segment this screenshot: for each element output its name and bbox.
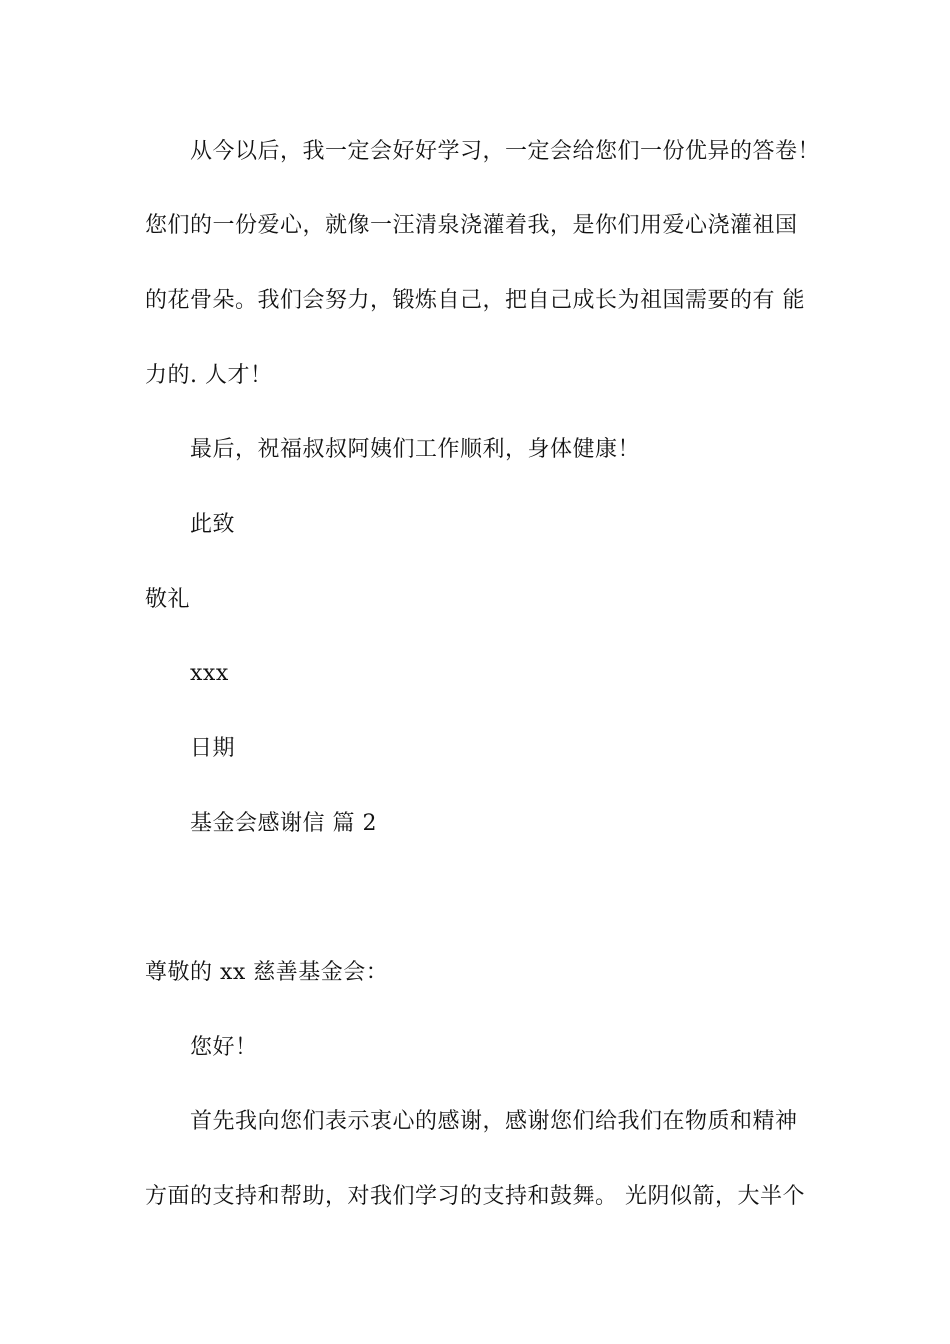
signature-name: xxx [190,661,229,686]
signature-date: 日期 [190,736,236,761]
paragraph-line: 力的. 人才！ [145,363,273,388]
salutation-ci-zhi: 此致 [190,512,236,537]
paragraph-line: 您们的一份爱心，就像一汪清泉浇灌着我，是你们用爱心浇灌祖国 [145,213,798,238]
paragraph-line: 方面的支持和帮助，对我们学习的支持和鼓舞。 光阴似箭，大半个 [145,1184,805,1209]
letter-hello: 您好！ [190,1035,258,1060]
closing-wish: 最后，祝福叔叔阿姨们工作顺利，身体健康！ [190,437,641,462]
salutation-jing-li: 敬礼 [145,587,191,612]
paragraph-line: 的花骨朵。我们会努力，锻炼自己，把自己成长为祖国需要的有 能 [145,288,805,313]
paragraph-line: 首先我向您们表示衷心的感谢，感谢您们给我们在物质和精神 [190,1109,798,1134]
letter-greeting: 尊敬的 xx 慈善基金会： [145,960,389,985]
paragraph-line: 从今以后，我一定会好好学习，一定会给您们一份优异的答卷！ [190,139,821,164]
section-heading: 基金会感谢信 篇 2 [190,811,377,836]
